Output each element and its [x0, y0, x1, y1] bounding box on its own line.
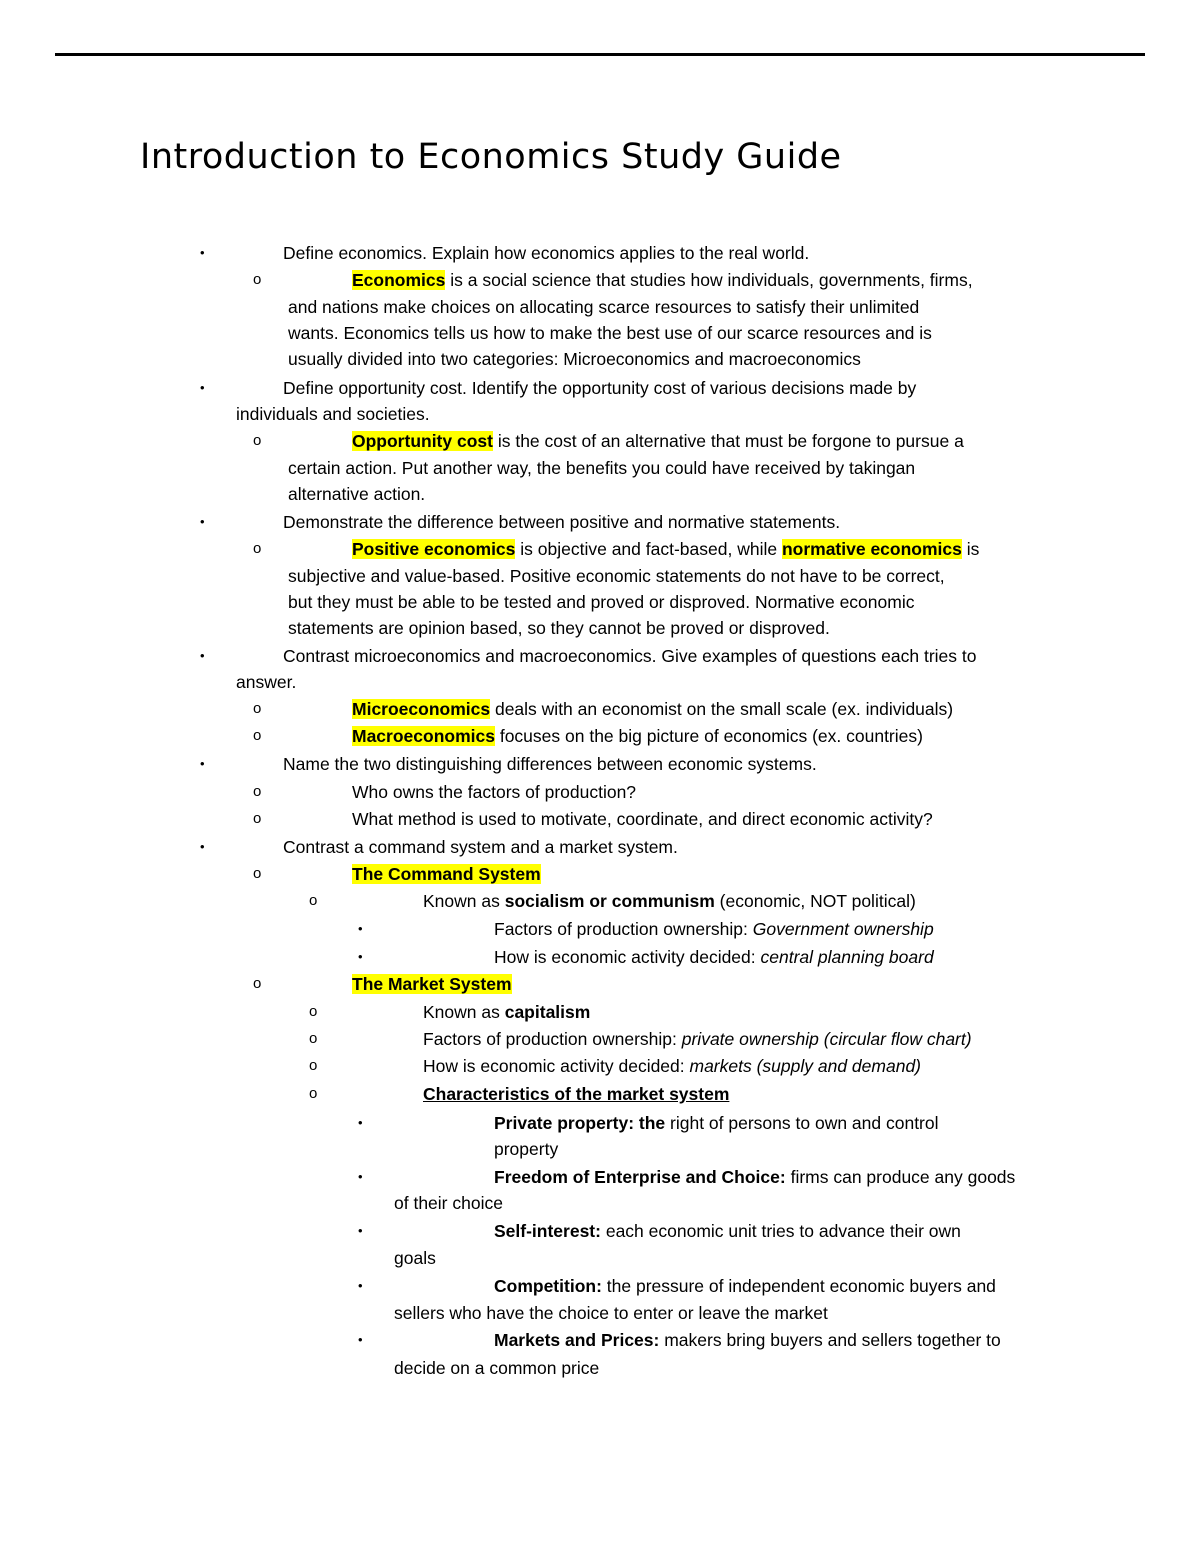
bullet-marker: • [358, 1169, 363, 1184]
bullet-marker: • [200, 839, 205, 854]
char-private-property: Private property: the right of persons to own and control [494, 1113, 939, 1133]
answer-2-line-1: Opportunity cost is the cost of an alternative that must be forgone to pursue a [352, 431, 964, 451]
char-markets-prices-cont: decide on a common price [394, 1358, 600, 1378]
question-6: Contrast a command system and a market system. [283, 837, 678, 857]
answer-1-line-2: and nations make choices on allocating scarce resources to satisfy their unlimited [288, 297, 920, 317]
question-4-line-2: answer. [236, 672, 297, 692]
question-2-line-1: Define opportunity cost. Identify the opportunity cost of various decisions made by [283, 378, 917, 398]
bullet-marker: • [200, 756, 205, 771]
circle-marker: o [253, 783, 262, 800]
answer-3-line-4: statements are opinion based, so they cannot be proved or disproved. [288, 618, 830, 638]
command-decided: How is economic activity decided: central planning board [494, 947, 934, 967]
circle-marker: o [253, 540, 262, 557]
term-microeconomics: Microeconomics [352, 699, 491, 719]
bullet-marker: • [358, 1332, 363, 1347]
term-market-system: The Market System [352, 974, 512, 994]
market-decided: How is economic activity decided: markets (supply and demand) [423, 1056, 921, 1076]
answer-3-line-3: but they must be able to be tested and proved or disproved. Normative economic [288, 592, 915, 612]
command-ownership: Factors of production ownership: Government ownership [494, 919, 934, 939]
char-self-interest: Self-interest: each economic unit tries to advance their own [494, 1221, 961, 1241]
term-economics: Economics [352, 270, 446, 290]
char-self-interest-cont: goals [394, 1248, 436, 1268]
bullet-marker: • [358, 1115, 363, 1130]
question-2-line-2: individuals and societies. [236, 404, 430, 424]
circle-marker: o [309, 1030, 318, 1047]
bullet-marker: • [200, 245, 205, 260]
page-title: Introduction to Economics Study Guide [140, 137, 842, 177]
answer-3-line-1: Positive economics is objective and fact-based, while normative economics is [352, 539, 980, 559]
market-characteristics-heading: Characteristics of the market system [423, 1084, 730, 1104]
question-4-line-1: Contrast microeconomics and macroeconomics. Give examples of questions each tries to [283, 646, 977, 666]
bullet-marker: • [358, 921, 363, 936]
answer-4-micro: Microeconomics deals with an economist on the small scale (ex. individuals) [352, 699, 954, 719]
term-command-system: The Command System [352, 864, 541, 884]
char-freedom-cont: of their choice [394, 1193, 503, 1213]
circle-marker: o [253, 865, 262, 882]
circle-marker: o [253, 727, 262, 744]
answer-2-line-3: alternative action. [288, 484, 426, 504]
bullet-marker: • [358, 1223, 363, 1238]
bullet-marker: • [200, 648, 205, 663]
char-competition-cont: sellers who have the choice to enter or leave the market [394, 1303, 828, 1323]
bullet-marker: • [358, 949, 363, 964]
circle-marker: o [309, 1057, 318, 1074]
answer-1-line-3: wants. Economics tells us how to make the best use of our scarce resources and is [288, 323, 932, 343]
top-rule [55, 53, 1145, 56]
term-macroeconomics: Macroeconomics [352, 726, 495, 746]
question-3: Demonstrate the difference between positive and normative statements. [283, 512, 841, 532]
answer-1-line-1: Economics is a social science that studies how individuals, governments, firms, [352, 270, 973, 290]
circle-marker: o [253, 975, 262, 992]
circle-marker: o [253, 271, 262, 288]
answer-5-line-1: Who owns the factors of production? [352, 782, 637, 802]
market-ownership: Factors of production ownership: private ownership (circular flow chart) [423, 1029, 972, 1049]
char-markets-prices: Markets and Prices: makers bring buyers and sellers together to [494, 1330, 1001, 1350]
term-positive-economics: Positive economics [352, 539, 516, 559]
answer-5-line-2: What method is used to motivate, coordinate, and direct economic activity? [352, 809, 933, 829]
question-1: Define economics. Explain how economics applies to the real world. [283, 243, 810, 263]
command-system-heading [352, 862, 541, 886]
market-system-heading [352, 972, 512, 996]
term-opportunity-cost: Opportunity cost [352, 431, 493, 451]
char-competition: Competition: the pressure of independent economic buyers and [494, 1276, 996, 1296]
question-5: Name the two distinguishing differences between economic systems. [283, 754, 817, 774]
command-known-as: Known as socialism or communism (economic, NOT political) [423, 891, 916, 911]
circle-marker: o [253, 700, 262, 717]
bullet-marker: • [358, 1278, 363, 1293]
circle-marker: o [309, 1003, 318, 1020]
answer-1-line-4: usually divided into two categories: Microeconomics and macroeconomics [288, 349, 861, 369]
answer-4-macro: Macroeconomics focuses on the big picture of economics (ex. countries) [352, 726, 923, 746]
term-normative-economics: normative economics [781, 539, 962, 559]
circle-marker: o [253, 810, 262, 827]
answer-3-line-2: subjective and value-based. Positive economic statements do not have to be correct, [288, 566, 945, 586]
market-known-as: Known as capitalism [423, 1002, 591, 1022]
circle-marker: o [309, 892, 318, 909]
circle-marker: o [253, 432, 262, 449]
char-freedom: Freedom of Enterprise and Choice: firms can produce any goods [494, 1167, 1016, 1187]
char-private-property-cont: property [494, 1139, 559, 1159]
bullet-marker: • [200, 514, 205, 529]
bullet-marker: • [200, 380, 205, 395]
circle-marker: o [309, 1085, 318, 1102]
answer-2-line-2: certain action. Put another way, the benefits you could have received by takingan [288, 458, 916, 478]
